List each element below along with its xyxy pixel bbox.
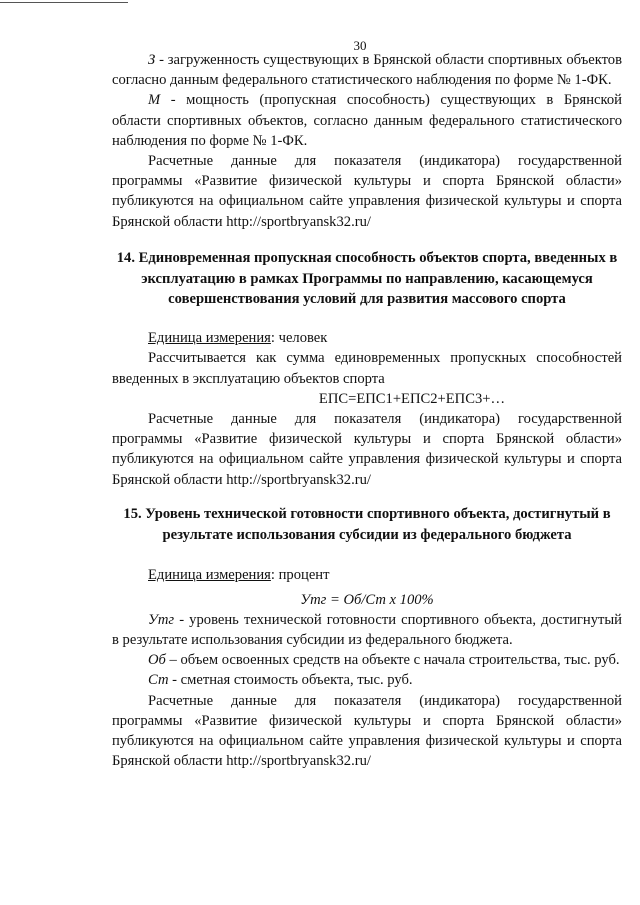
unit-value: : человек [270,330,328,347]
unit-value: : процент [270,567,330,584]
symbol-st: Ст [148,672,169,689]
section-15-unit [112,565,622,585]
symbol-ob: Об [148,652,166,669]
unit-label: Единица измерения [148,567,271,584]
section-15-heading: 15. Уровень технической готовности спортивного объекта, достигнутый в результате использования субсидии из федерального бюджета [123,505,611,543]
symbol-z: З [148,52,156,68]
definition-m-text: - мощность (пропускная способность) существующих в Брянской области спортивных объектов, согласно данным федерального статистического наблюдения по форме № 1-ФК. [112,92,622,149]
definition-utg-text: - уровень технической готовности спортивного объекта, достигнутый в результате использования субсидии из федерального бюджета. [112,611,622,649]
definition-m [112,90,622,151]
document-page [112,50,622,771]
definition-ob-text: – объем освоенных средств на объекте с начала строительства, тыс. руб. [165,652,620,669]
definition-ob [112,650,622,670]
definition-st-text: - сметная стоимость объекта, тыс. руб. [168,672,413,689]
publication-note-2: Расчетные данные для показателя (индикатора) государственной программы «Развитие физической культуры и спорта Брянской области» публикуются на официальном сайте управления физической культуры и спорта Брянской области http://sportbryansk32.ru/ [112,411,622,488]
section-14-unit [112,328,622,348]
definition-utg [112,610,622,650]
publication-note-3: Расчетные данные для показателя (индикатора) государственной программы «Развитие физической культуры и спорта Брянской области» публикуются на официальном сайте управления физической культуры и спорта Брянской области http://sportbryansk32.ru/ [112,692,622,770]
definition-z-text: - загруженность существующих в Брянской области спортивных объектов согласно данным федерального статистического наблюдения по форме № 1-ФК. [112,52,622,89]
section-15-formula: Утг = Об/Ст х 100% [300,591,434,608]
page-number: 30 [353,38,367,53]
symbol-m: М [148,92,161,109]
symbol-utg: Утг [148,611,175,628]
definition-z [112,50,622,90]
section-14-heading: 14. Единовременная пропускная способность объектов спорта, введенных в эксплуатацию в рамках Программы по направлению, касающемуся совершенствования условий для развития массового спорта [116,249,618,308]
section-14-formula: ЕПС=ЕПС1+ЕПС2+ЕПС3+… [318,390,506,407]
section-14-calculation: Рассчитывается как сумма единовременных пропускных способностей введенных в эксплуатацию объектов спорта [112,350,622,387]
unit-label: Единица измерения [148,330,271,347]
publication-note-1: Расчетные данные для показателя (индикатора) государственной программы «Развитие физической культуры и спорта Брянской области» публикуются на официальном сайте управления физической культуры и спорта Брянской области http://sportbryansk32.ru/ [112,153,622,230]
scan-artifact-line [0,2,128,3]
definition-st [112,670,622,690]
